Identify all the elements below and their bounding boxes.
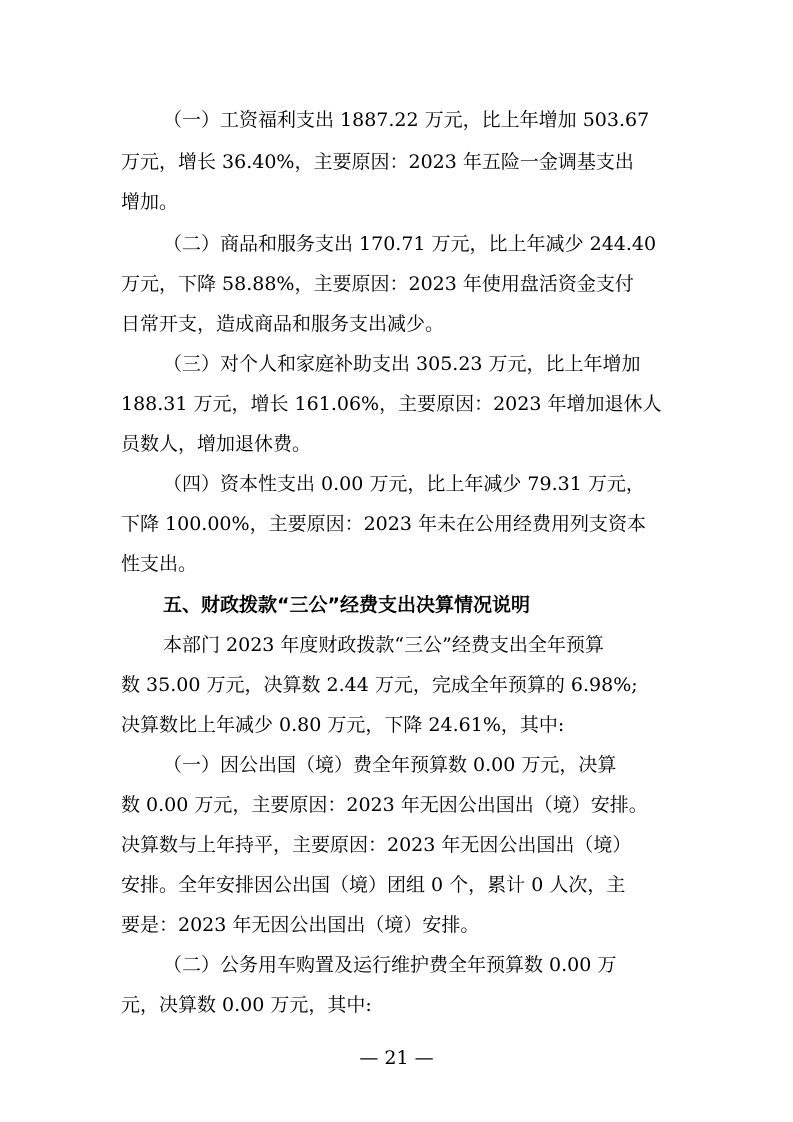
paragraph-line: （二）公务用车购置及运行维护费全年预算数 0.00 万 xyxy=(163,954,617,976)
paragraph-line: 数 35.00 万元，决算数 2.44 万元，完成全年预算的 6.98%; xyxy=(121,674,638,696)
paragraph-line: 元，决算数 0.00 万元，其中: xyxy=(121,994,372,1016)
paragraph-line: （三）对个人和家庭补助支出 305.23 万元，比上年增加 xyxy=(163,353,641,375)
section-heading: 五、财政拨款“三公”经费支出决算情况说明 xyxy=(163,594,530,616)
paragraph-line: （四）资本性支出 0.00 万元，比上年减少 79.31 万元， xyxy=(163,473,645,495)
paragraph-line: （一）因公出国（境）费全年预算数 0.00 万元，决算 xyxy=(163,754,617,776)
paragraph-line: 下降 100.00%，主要原因：2023 年未在公用经费用列支资本 xyxy=(121,513,646,535)
paragraph-line: 安排。全年安排因公出国（境）团组 0 个，累计 0 人次，主 xyxy=(121,874,626,896)
paragraph-line: 要是：2023 年无因公出国出（境）安排。 xyxy=(121,914,480,936)
paragraph-line: 决算数比上年减少 0.80 万元，下降 24.61%，其中: xyxy=(121,714,565,736)
paragraph-line: 决算数与上年持平，主要原因：2023 年无因公出国出（境） xyxy=(121,834,632,856)
paragraph-line: 万元，增长 36.40%，主要原因：2023 年五险一金调基支出 xyxy=(121,151,634,173)
paragraph-line: 万元，下降 58.88%，主要原因：2023 年使用盘活资金支付 xyxy=(121,273,634,295)
paragraph-line: 本部门 2023 年度财政拨款“三公”经费支出全年预算 xyxy=(163,634,604,656)
paragraph-line: 性支出。 xyxy=(121,553,198,575)
page-number: — 21 — xyxy=(359,1047,434,1069)
paragraph-line: 188.31 万元，增长 161.06%，主要原因：2023 年增加退休人 xyxy=(121,393,662,415)
paragraph-line: （二）商品和服务支出 170.71 万元，比上年减少 244.40 xyxy=(163,233,657,255)
paragraph-line: 日常开支，造成商品和服务支出减少。 xyxy=(121,313,445,335)
paragraph-line: （一）工资福利支出 1887.22 万元，比上年增加 503.67 xyxy=(163,109,650,131)
paragraph-line: 增加。 xyxy=(121,191,179,213)
paragraph-line: 员数人，增加退休费。 xyxy=(121,433,312,455)
paragraph-line: 数 0.00 万元，主要原因：2023 年无因公出国出（境）安排。 xyxy=(121,794,648,816)
